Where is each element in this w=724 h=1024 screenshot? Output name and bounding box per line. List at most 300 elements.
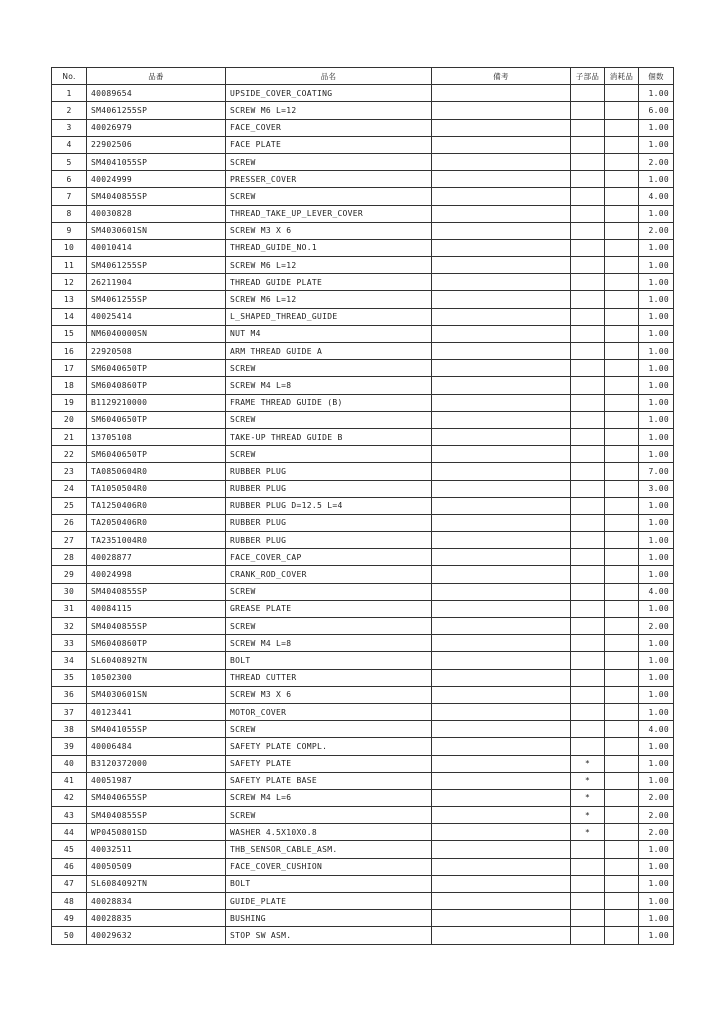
row-sub-part bbox=[571, 686, 605, 703]
row-quantity: 1.00 bbox=[639, 291, 674, 308]
row-remarks bbox=[432, 703, 571, 720]
row-quantity: 1.00 bbox=[639, 343, 674, 360]
row-no: 45 bbox=[52, 841, 87, 858]
row-quantity: 7.00 bbox=[639, 463, 674, 480]
table-row bbox=[52, 652, 674, 669]
row-remarks bbox=[432, 291, 571, 308]
row-no: 26 bbox=[52, 514, 87, 531]
row-quantity: 1.00 bbox=[639, 600, 674, 617]
row-part-name: NUT M4 bbox=[226, 325, 432, 342]
row-sub-part bbox=[571, 257, 605, 274]
row-part-name: ARM THREAD GUIDE A bbox=[226, 343, 432, 360]
row-consumable bbox=[605, 291, 639, 308]
row-sub-part bbox=[571, 171, 605, 188]
row-part-name: SCREW bbox=[226, 583, 432, 600]
row-remarks bbox=[432, 274, 571, 291]
row-remarks bbox=[432, 428, 571, 445]
table-header-row bbox=[52, 68, 674, 85]
row-remarks bbox=[432, 807, 571, 824]
row-consumable bbox=[605, 566, 639, 583]
parts-table bbox=[51, 67, 674, 945]
row-part-number: SM4040855SP bbox=[87, 618, 226, 635]
row-no: 48 bbox=[52, 893, 87, 910]
row-part-name: SCREW M4 L=6 bbox=[226, 789, 432, 806]
row-part-name: SCREW M3 X 6 bbox=[226, 222, 432, 239]
row-quantity: 1.00 bbox=[639, 377, 674, 394]
row-quantity: 2.00 bbox=[639, 824, 674, 841]
row-sub-part bbox=[571, 893, 605, 910]
row-part-number: SM4040655SP bbox=[87, 789, 226, 806]
row-part-name: SAFETY PLATE bbox=[226, 755, 432, 772]
table-row bbox=[52, 343, 674, 360]
row-no: 29 bbox=[52, 566, 87, 583]
row-quantity: 1.00 bbox=[639, 910, 674, 927]
row-remarks bbox=[432, 239, 571, 256]
row-consumable bbox=[605, 738, 639, 755]
row-quantity: 1.00 bbox=[639, 497, 674, 514]
row-no: 21 bbox=[52, 428, 87, 445]
row-part-number: 40051987 bbox=[87, 772, 226, 789]
row-part-number: SM6040860TP bbox=[87, 377, 226, 394]
row-remarks bbox=[432, 858, 571, 875]
row-no: 14 bbox=[52, 308, 87, 325]
row-part-number: 40050509 bbox=[87, 858, 226, 875]
header-no: No. bbox=[52, 68, 87, 85]
row-remarks bbox=[432, 893, 571, 910]
table-row bbox=[52, 360, 674, 377]
row-part-name: WASHER 4.5X10X0.8 bbox=[226, 824, 432, 841]
header-part-name: 品名 bbox=[226, 68, 432, 85]
row-remarks bbox=[432, 669, 571, 686]
row-part-name: GREASE PLATE bbox=[226, 600, 432, 617]
row-quantity: 4.00 bbox=[639, 188, 674, 205]
table-row bbox=[52, 394, 674, 411]
row-sub-part bbox=[571, 222, 605, 239]
row-quantity: 1.00 bbox=[639, 411, 674, 428]
row-quantity: 1.00 bbox=[639, 119, 674, 136]
row-remarks bbox=[432, 480, 571, 497]
table-row bbox=[52, 291, 674, 308]
row-sub-part bbox=[571, 343, 605, 360]
row-part-name: SCREW bbox=[226, 188, 432, 205]
row-sub-part bbox=[571, 738, 605, 755]
row-no: 32 bbox=[52, 618, 87, 635]
row-sub-part bbox=[571, 360, 605, 377]
row-part-name: SCREW bbox=[226, 721, 432, 738]
row-remarks bbox=[432, 102, 571, 119]
row-sub-part bbox=[571, 635, 605, 652]
row-consumable bbox=[605, 755, 639, 772]
row-no: 3 bbox=[52, 119, 87, 136]
row-part-number: 40024998 bbox=[87, 566, 226, 583]
row-consumable bbox=[605, 532, 639, 549]
row-consumable bbox=[605, 377, 639, 394]
row-quantity: 4.00 bbox=[639, 721, 674, 738]
row-part-number: 40028834 bbox=[87, 893, 226, 910]
row-sub-part bbox=[571, 188, 605, 205]
row-sub-part bbox=[571, 411, 605, 428]
row-sub-part bbox=[571, 618, 605, 635]
header-sub-part: 子部品 bbox=[571, 68, 605, 85]
row-consumable bbox=[605, 153, 639, 170]
table-row bbox=[52, 514, 674, 531]
table-row bbox=[52, 618, 674, 635]
row-quantity: 1.00 bbox=[639, 566, 674, 583]
row-remarks bbox=[432, 600, 571, 617]
row-part-number: SM4040855SP bbox=[87, 583, 226, 600]
row-consumable bbox=[605, 824, 639, 841]
row-quantity: 1.00 bbox=[639, 669, 674, 686]
row-no: 17 bbox=[52, 360, 87, 377]
row-quantity: 2.00 bbox=[639, 618, 674, 635]
table-row bbox=[52, 136, 674, 153]
row-part-number: SM4041055SP bbox=[87, 153, 226, 170]
row-part-name: THB_SENSOR_CABLE_ASM. bbox=[226, 841, 432, 858]
row-remarks bbox=[432, 514, 571, 531]
row-consumable bbox=[605, 411, 639, 428]
row-consumable bbox=[605, 893, 639, 910]
row-remarks bbox=[432, 153, 571, 170]
row-consumable bbox=[605, 136, 639, 153]
row-consumable bbox=[605, 325, 639, 342]
table-row bbox=[52, 428, 674, 445]
table-row bbox=[52, 257, 674, 274]
row-sub-part bbox=[571, 102, 605, 119]
row-quantity: 2.00 bbox=[639, 789, 674, 806]
row-consumable bbox=[605, 807, 639, 824]
row-part-name: SCREW M6 L=12 bbox=[226, 257, 432, 274]
row-part-name: L_SHAPED_THREAD_GUIDE bbox=[226, 308, 432, 325]
row-sub-part bbox=[571, 480, 605, 497]
row-sub-part bbox=[571, 566, 605, 583]
row-sub-part: * bbox=[571, 772, 605, 789]
row-quantity: 1.00 bbox=[639, 394, 674, 411]
row-no: 49 bbox=[52, 910, 87, 927]
row-remarks bbox=[432, 686, 571, 703]
row-no: 37 bbox=[52, 703, 87, 720]
row-sub-part bbox=[571, 153, 605, 170]
row-no: 27 bbox=[52, 532, 87, 549]
row-part-name: TAKE-UP THREAD GUIDE B bbox=[226, 428, 432, 445]
row-remarks bbox=[432, 394, 571, 411]
row-remarks bbox=[432, 910, 571, 927]
row-no: 5 bbox=[52, 153, 87, 170]
table-row bbox=[52, 205, 674, 222]
row-consumable bbox=[605, 343, 639, 360]
row-remarks bbox=[432, 755, 571, 772]
row-quantity: 2.00 bbox=[639, 153, 674, 170]
row-no: 20 bbox=[52, 411, 87, 428]
row-part-name: FACE_COVER_CUSHION bbox=[226, 858, 432, 875]
row-quantity: 1.00 bbox=[639, 325, 674, 342]
table-row bbox=[52, 377, 674, 394]
row-part-number: 40123441 bbox=[87, 703, 226, 720]
row-no: 25 bbox=[52, 497, 87, 514]
row-quantity: 1.00 bbox=[639, 549, 674, 566]
row-quantity: 1.00 bbox=[639, 360, 674, 377]
row-consumable bbox=[605, 119, 639, 136]
row-remarks bbox=[432, 205, 571, 222]
row-remarks bbox=[432, 325, 571, 342]
row-remarks bbox=[432, 583, 571, 600]
row-no: 2 bbox=[52, 102, 87, 119]
row-part-number: 40029632 bbox=[87, 927, 226, 944]
row-quantity: 3.00 bbox=[639, 480, 674, 497]
row-no: 6 bbox=[52, 171, 87, 188]
row-part-name: SCREW bbox=[226, 153, 432, 170]
row-sub-part bbox=[571, 205, 605, 222]
row-consumable bbox=[605, 686, 639, 703]
row-no: 40 bbox=[52, 755, 87, 772]
row-part-name: CRANK_ROD_COVER bbox=[226, 566, 432, 583]
row-consumable bbox=[605, 927, 639, 944]
row-part-name: SAFETY PLATE BASE bbox=[226, 772, 432, 789]
row-consumable bbox=[605, 669, 639, 686]
row-part-number: 40030828 bbox=[87, 205, 226, 222]
row-consumable bbox=[605, 428, 639, 445]
row-sub-part bbox=[571, 910, 605, 927]
row-remarks bbox=[432, 635, 571, 652]
row-no: 18 bbox=[52, 377, 87, 394]
row-consumable bbox=[605, 497, 639, 514]
row-part-name: SCREW M4 L=8 bbox=[226, 635, 432, 652]
row-part-number: WP0450801SD bbox=[87, 824, 226, 841]
row-part-name: RUBBER PLUG bbox=[226, 532, 432, 549]
row-no: 24 bbox=[52, 480, 87, 497]
row-quantity: 4.00 bbox=[639, 583, 674, 600]
row-part-name: RUBBER PLUG bbox=[226, 463, 432, 480]
row-part-number: 22902506 bbox=[87, 136, 226, 153]
table-row bbox=[52, 463, 674, 480]
row-quantity: 1.00 bbox=[639, 514, 674, 531]
row-part-name: BOLT bbox=[226, 875, 432, 892]
table-row bbox=[52, 239, 674, 256]
row-part-number: 26211904 bbox=[87, 274, 226, 291]
row-quantity: 1.00 bbox=[639, 532, 674, 549]
row-sub-part bbox=[571, 136, 605, 153]
row-part-number: SM4040855SP bbox=[87, 807, 226, 824]
row-consumable bbox=[605, 188, 639, 205]
row-part-number: 10502300 bbox=[87, 669, 226, 686]
row-part-number: TA1050504R0 bbox=[87, 480, 226, 497]
row-part-number: SM4061255SP bbox=[87, 257, 226, 274]
table-row bbox=[52, 789, 674, 806]
row-part-name: FACE PLATE bbox=[226, 136, 432, 153]
row-remarks bbox=[432, 927, 571, 944]
row-no: 9 bbox=[52, 222, 87, 239]
row-part-number: 40026979 bbox=[87, 119, 226, 136]
row-sub-part bbox=[571, 532, 605, 549]
row-sub-part bbox=[571, 841, 605, 858]
row-quantity: 6.00 bbox=[639, 102, 674, 119]
row-part-name: FACE_COVER_CAP bbox=[226, 549, 432, 566]
row-consumable bbox=[605, 308, 639, 325]
table-row bbox=[52, 325, 674, 342]
row-part-name: PRESSER_COVER bbox=[226, 171, 432, 188]
row-remarks bbox=[432, 497, 571, 514]
header-part-number: 品番 bbox=[87, 68, 226, 85]
row-quantity: 1.00 bbox=[639, 755, 674, 772]
row-remarks bbox=[432, 463, 571, 480]
row-part-name: SCREW bbox=[226, 360, 432, 377]
row-part-number: NM6040000SN bbox=[87, 325, 226, 342]
row-part-name: RUBBER PLUG bbox=[226, 480, 432, 497]
row-no: 12 bbox=[52, 274, 87, 291]
row-remarks bbox=[432, 411, 571, 428]
table-row bbox=[52, 858, 674, 875]
row-quantity: 1.00 bbox=[639, 875, 674, 892]
row-no: 4 bbox=[52, 136, 87, 153]
row-part-number: 40028835 bbox=[87, 910, 226, 927]
row-consumable bbox=[605, 618, 639, 635]
row-consumable bbox=[605, 772, 639, 789]
row-part-name: SCREW bbox=[226, 411, 432, 428]
row-part-number: 40032511 bbox=[87, 841, 226, 858]
row-part-number: SM4030601SN bbox=[87, 222, 226, 239]
table-row bbox=[52, 497, 674, 514]
row-sub-part bbox=[571, 583, 605, 600]
row-part-number: SM4040855SP bbox=[87, 188, 226, 205]
table-row bbox=[52, 274, 674, 291]
row-quantity: 1.00 bbox=[639, 858, 674, 875]
row-quantity: 1.00 bbox=[639, 703, 674, 720]
row-quantity: 1.00 bbox=[639, 274, 674, 291]
row-remarks bbox=[432, 377, 571, 394]
row-remarks bbox=[432, 721, 571, 738]
row-consumable bbox=[605, 841, 639, 858]
row-remarks bbox=[432, 566, 571, 583]
row-sub-part bbox=[571, 394, 605, 411]
row-consumable bbox=[605, 102, 639, 119]
row-part-number: SL6084092TN bbox=[87, 875, 226, 892]
row-quantity: 1.00 bbox=[639, 893, 674, 910]
row-quantity: 1.00 bbox=[639, 85, 674, 102]
row-sub-part bbox=[571, 463, 605, 480]
table-row bbox=[52, 600, 674, 617]
row-remarks bbox=[432, 532, 571, 549]
row-remarks bbox=[432, 188, 571, 205]
row-part-name: GUIDE_PLATE bbox=[226, 893, 432, 910]
row-part-number: 40025414 bbox=[87, 308, 226, 325]
row-consumable bbox=[605, 480, 639, 497]
table-row bbox=[52, 669, 674, 686]
parts-list-page bbox=[51, 67, 673, 945]
row-consumable bbox=[605, 910, 639, 927]
row-no: 7 bbox=[52, 188, 87, 205]
table-row bbox=[52, 686, 674, 703]
table-row bbox=[52, 532, 674, 549]
row-sub-part bbox=[571, 274, 605, 291]
header-consumable: 消耗品 bbox=[605, 68, 639, 85]
row-sub-part bbox=[571, 549, 605, 566]
table-row bbox=[52, 446, 674, 463]
row-remarks bbox=[432, 85, 571, 102]
row-quantity: 1.00 bbox=[639, 446, 674, 463]
row-sub-part bbox=[571, 428, 605, 445]
row-no: 43 bbox=[52, 807, 87, 824]
row-consumable bbox=[605, 205, 639, 222]
row-part-number: SM6040650TP bbox=[87, 411, 226, 428]
table-row bbox=[52, 549, 674, 566]
row-quantity: 1.00 bbox=[639, 239, 674, 256]
row-quantity: 1.00 bbox=[639, 257, 674, 274]
row-part-name: SCREW bbox=[226, 446, 432, 463]
row-part-number: 40028877 bbox=[87, 549, 226, 566]
row-part-number: 40024999 bbox=[87, 171, 226, 188]
header-remarks: 備考 bbox=[432, 68, 571, 85]
table-row bbox=[52, 153, 674, 170]
table-row bbox=[52, 841, 674, 858]
row-no: 36 bbox=[52, 686, 87, 703]
row-quantity: 1.00 bbox=[639, 772, 674, 789]
row-quantity: 1.00 bbox=[639, 652, 674, 669]
row-part-name: MOTOR_COVER bbox=[226, 703, 432, 720]
row-no: 10 bbox=[52, 239, 87, 256]
table-row bbox=[52, 910, 674, 927]
row-sub-part bbox=[571, 446, 605, 463]
row-part-name: RUBBER PLUG D=12.5 L=4 bbox=[226, 497, 432, 514]
row-remarks bbox=[432, 618, 571, 635]
row-no: 44 bbox=[52, 824, 87, 841]
row-consumable bbox=[605, 394, 639, 411]
table-row bbox=[52, 583, 674, 600]
row-part-name: RUBBER PLUG bbox=[226, 514, 432, 531]
row-part-name: SCREW M6 L=12 bbox=[226, 291, 432, 308]
table-row bbox=[52, 566, 674, 583]
table-row bbox=[52, 171, 674, 188]
row-part-name: UPSIDE_COVER_COATING bbox=[226, 85, 432, 102]
row-part-name: THREAD_GUIDE_NO.1 bbox=[226, 239, 432, 256]
row-sub-part: * bbox=[571, 755, 605, 772]
row-quantity: 1.00 bbox=[639, 205, 674, 222]
row-consumable bbox=[605, 635, 639, 652]
row-remarks bbox=[432, 772, 571, 789]
row-part-name: BUSHING bbox=[226, 910, 432, 927]
row-consumable bbox=[605, 85, 639, 102]
row-no: 30 bbox=[52, 583, 87, 600]
row-part-number: SM6040650TP bbox=[87, 446, 226, 463]
row-no: 15 bbox=[52, 325, 87, 342]
row-part-number: 40006484 bbox=[87, 738, 226, 755]
row-no: 22 bbox=[52, 446, 87, 463]
row-no: 33 bbox=[52, 635, 87, 652]
row-sub-part bbox=[571, 858, 605, 875]
row-consumable bbox=[605, 875, 639, 892]
row-consumable bbox=[605, 721, 639, 738]
row-consumable bbox=[605, 257, 639, 274]
row-remarks bbox=[432, 446, 571, 463]
row-no: 41 bbox=[52, 772, 87, 789]
table-row bbox=[52, 721, 674, 738]
row-sub-part bbox=[571, 600, 605, 617]
row-part-number: 13705108 bbox=[87, 428, 226, 445]
row-sub-part bbox=[571, 875, 605, 892]
row-sub-part: * bbox=[571, 789, 605, 806]
row-no: 42 bbox=[52, 789, 87, 806]
row-remarks bbox=[432, 360, 571, 377]
row-remarks bbox=[432, 549, 571, 566]
row-no: 16 bbox=[52, 343, 87, 360]
row-no: 13 bbox=[52, 291, 87, 308]
row-part-number: 22920508 bbox=[87, 343, 226, 360]
row-sub-part bbox=[571, 721, 605, 738]
row-part-name: FRAME THREAD GUIDE (B) bbox=[226, 394, 432, 411]
row-remarks bbox=[432, 171, 571, 188]
table-row bbox=[52, 480, 674, 497]
row-quantity: 1.00 bbox=[639, 428, 674, 445]
row-quantity: 1.00 bbox=[639, 171, 674, 188]
table-row bbox=[52, 102, 674, 119]
